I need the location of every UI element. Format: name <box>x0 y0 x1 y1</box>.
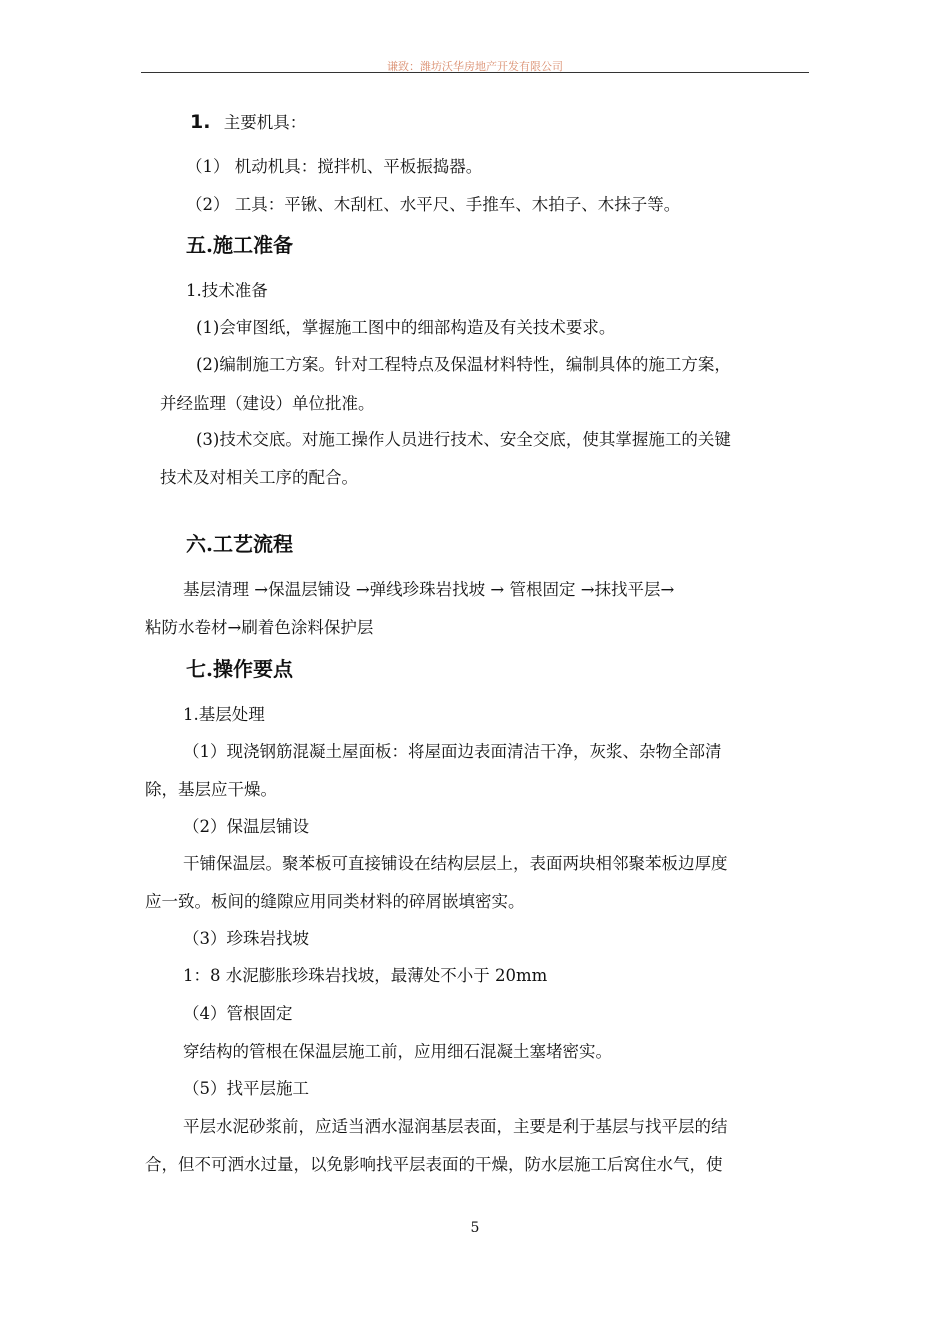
paragraph-line: 1.技术准备 <box>186 281 268 300</box>
paragraph-line: 合，但不可洒水过量，以免影响找平层表面的干燥，防水层施工后窝住水气，使 <box>145 1155 723 1174</box>
paragraph-line: 干铺保温层。聚苯板可直接铺设在结构层层上，表面两块相邻聚苯板边厚度 <box>183 854 728 873</box>
section-5-title: 五.施工准备 <box>186 233 293 257</box>
paragraph-line: 除，基层应干燥。 <box>145 780 277 799</box>
paragraph-line: （3）珍珠岩找坡 <box>183 929 309 948</box>
section-1-number: 1. <box>190 111 211 133</box>
paragraph-line: （1） 机动机具：搅拌机、平板振捣器。 <box>186 157 483 176</box>
header-rule <box>141 72 809 73</box>
paragraph-line: (1)会审图纸，掌握施工图中的细部构造及有关技术要求。 <box>196 318 616 337</box>
paragraph-line: （2） 工具：平锹、木刮杠、水平尺、手推车、木拍子、木抹子等。 <box>186 195 681 214</box>
section-7-title: 七.操作要点 <box>186 657 293 681</box>
paragraph-line: 平层水泥砂浆前，应适当洒水湿润基层表面，主要是利于基层与找平层的结 <box>183 1117 728 1136</box>
page-number: 5 <box>470 1220 480 1236</box>
paragraph-line: (3)技术交底。对施工操作人员进行技术、安全交底，使其掌握施工的关键 <box>196 430 731 449</box>
page-header: 谦致：潍坊沃华房地产开发有限公司 <box>387 60 563 73</box>
paragraph-line: （5）找平层施工 <box>183 1079 309 1098</box>
paragraph-line: （4）管根固定 <box>183 1004 293 1023</box>
paragraph-line: 并经监理（建设）单位批准。 <box>160 394 375 413</box>
paragraph-line: 1：8 水泥膨胀珍珠岩找坡，最薄处不小于 20mm <box>183 966 548 985</box>
paragraph-line: 1.基层处理 <box>183 705 265 724</box>
paragraph-line: 应一致。板间的缝隙应用同类材料的碎屑嵌填密实。 <box>145 892 525 911</box>
section-1-title: 主要机具： <box>223 113 307 132</box>
paragraph-line: 粘防水卷材→刷着色涂料保护层 <box>145 618 374 637</box>
section-1-heading <box>190 110 306 135</box>
paragraph-line: (2)编制施工方案。针对工程特点及保温材料特性，编制具体的施工方案， <box>196 355 731 374</box>
paragraph-line: 基层清理 →保温层铺设 →弹线珍珠岩找坡 → 管根固定 →抹找平层→ <box>183 580 675 599</box>
paragraph-line: （2）保温层铺设 <box>183 817 309 836</box>
paragraph-line: 技术及对相关工序的配合。 <box>160 468 358 487</box>
paragraph-line: （1）现浇钢筋混凝土屋面板：将屋面边表面清洁干净，灰浆、杂物全部清 <box>183 742 722 761</box>
section-6-title: 六.工艺流程 <box>186 532 293 556</box>
paragraph-line: 穿结构的管根在保温层施工前，应用细石混凝土塞堵密实。 <box>183 1042 612 1061</box>
